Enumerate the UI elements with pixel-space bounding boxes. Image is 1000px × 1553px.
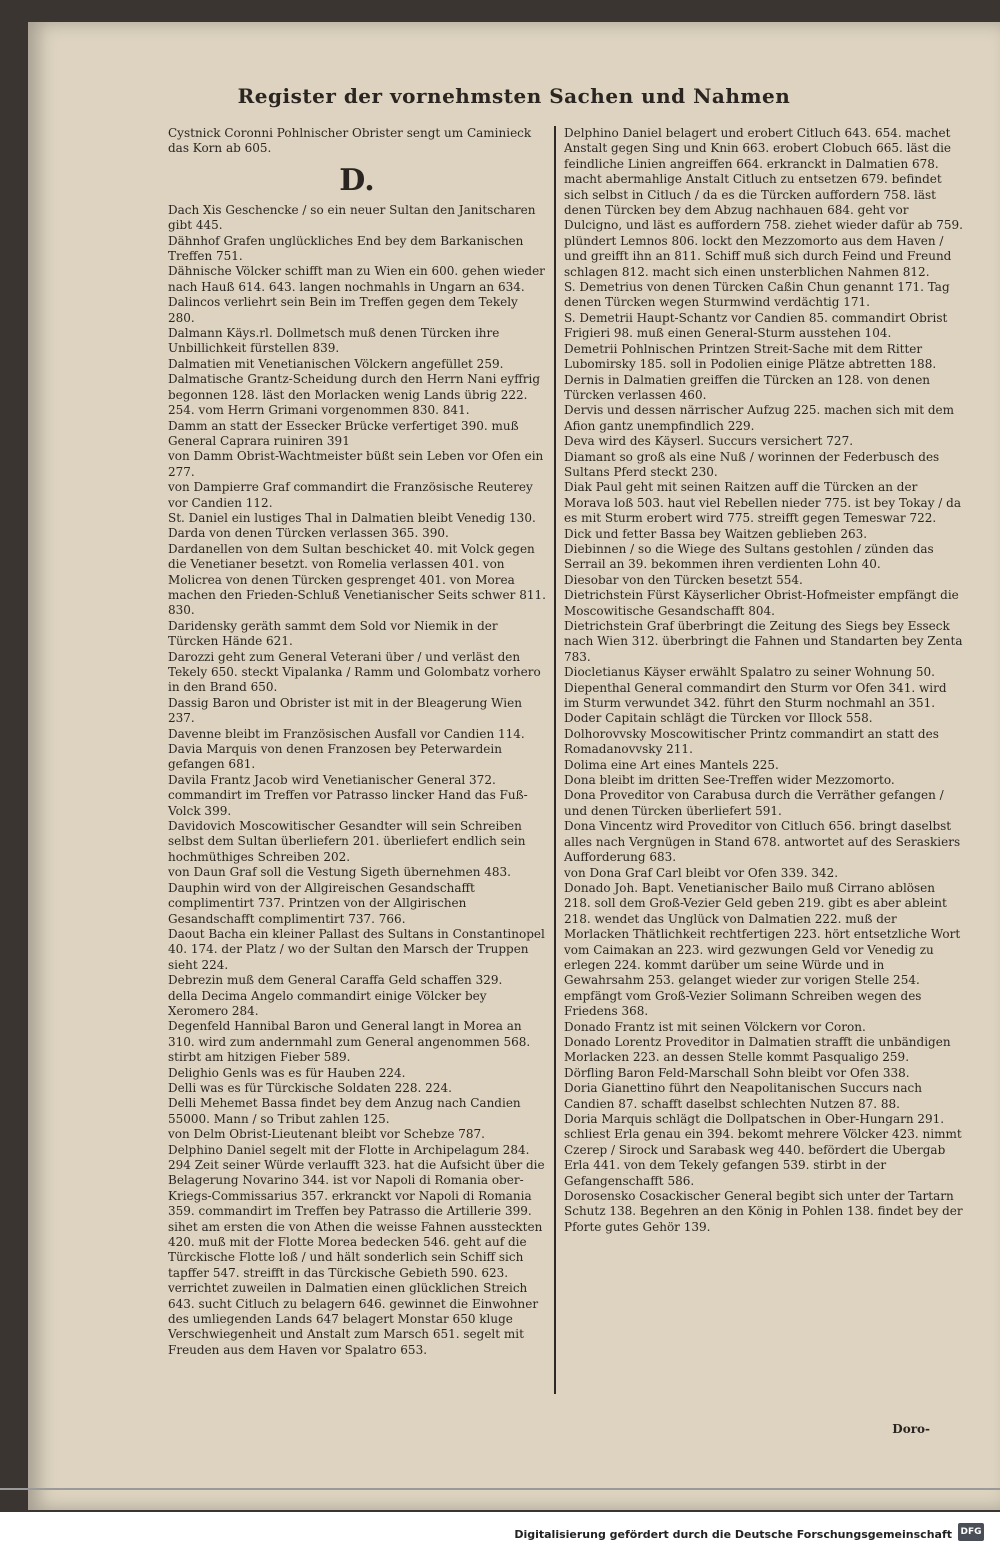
register-entry: Dauphin wird von der Allgireischen Gesandschafft complimentirt 737. Printzen von der Allgirischen Gesandschafft complimentirt 737. 766.: [168, 880, 475, 926]
register-entry: von Dampierre Graf commandirt die Französische Reuterey vor Candien 112.: [168, 480, 533, 510]
register-entry: della Decima Angelo commandirt einige Völcker bey Xeromero 284.: [168, 988, 487, 1018]
register-entry: Doder Capitain schlägt die Türcken vor Illock 558.: [564, 711, 873, 726]
register-entry: Cystnick Coronni Pohlnischer Obrister sengt um Caminieck das Korn ab 605.: [168, 126, 532, 156]
footer-divider: [0, 1488, 1000, 1490]
register-entry: Donado Frantz ist mit seinen Völckern vor Coron.: [564, 1019, 866, 1034]
register-entry: Dähnische Völcker schifft man zu Wien ein 600. gehen wieder nach Hauß 614. 643. langen nochmahls in Ungarn an 634.: [168, 264, 545, 294]
register-entry: Davila Frantz Jacob wird Venetianischer General 372. commandirt im Treffen vor Patrasso lincker Hand das Fuß-Volck 399.: [168, 772, 528, 818]
register-entry: Demetrii Pohlnischen Printzen Streit-Sache mit dem Ritter Lubomirsky 185. soll in Podolien einige Plätze abtretten 188.: [564, 341, 937, 372]
register-entry: Dassig Baron und Obrister ist mit in der Bleagerung Wien 237.: [168, 695, 522, 726]
register-entry: Davia Marquis von denen Franzosen bey Peterwardein gefangen 681.: [168, 742, 502, 772]
register-entry: Davenne bleibt im Französischen Ausfall vor Candien 114.: [168, 726, 525, 741]
register-entry: Delphino Daniel belagert und erobert Citluch 643. 654. machet Anstalt gegen Sing und Knin 663. erobert Clobuch 665. läst die feindliche Linien angreiffen 664. erkranckt in Dalmatien 678. macht abermahlige Anstalt Citluch zu entsetzen 679. befindet sich selbst in Citluch / da es die Türcken auffordern 758. läst denen Türcken bey dem Abzug nachhauen 684. geht vor Dulcigno, und läst es auffordern 758. ziehet wieder dafür ab 759. plündert Lemnos 806. lockt den Mezzomorto aus dem Haven / und greifft ihn an 811. Schiff muß sich durch Feind und Freund schlagen 812. macht sich einen unsterblichen Nahmen 812.: [564, 126, 963, 279]
register-entry: Diepenthal General commandirt den Sturm vor Ofen 341. wird im Sturm verwundet 342. führt den Sturm nochmahl an 351.: [564, 680, 947, 711]
register-entry: Diesobar von den Türcken besetzt 554.: [564, 572, 803, 587]
register-entry: Diamant so groß als eine Nuß / worinnen der Federbusch des Sultans Pferd steckt 230.: [564, 449, 940, 479]
register-entry: Davidovich Moscowitischer Gesandter will sein Schreiben selbst dem Sultan überliefern 201. überliefert endlich sein hochmüthiges Schreiben 202.: [168, 819, 526, 864]
register-entry: Darda von denen Türcken verlassen 365. 390.: [168, 526, 449, 541]
book-page: [28, 22, 1000, 1510]
dfg-logo: DFG: [958, 1523, 984, 1541]
register-entry: Dietrichstein Graf überbringt die Zeitung des Siegs bey Esseck nach Wien 312. überbringt die Fahnen und Standarten bey Zenta 783.: [564, 619, 963, 664]
register-entry: Dona Vincentz wird Proveditor von Citluch 656. bringt daselbst alles nach Vergnügen in Stand 678. antwortet auf des Seraskiers Aufforderung 683.: [564, 819, 961, 865]
register-entry: Dick und fetter Bassa bey Waitzen geblieben 263.: [564, 526, 868, 541]
register-entry: S. Demetrius von denen Türcken Caßin Chun genannt 171. Tag denen Türcken wegen Sturmwind verdächtig 171.: [564, 280, 950, 310]
register-entry: Diebinnen / so die Wiege des Sultans gestohlen / zünden das Serrail an 39. bekommen ihren verdienten Lohn 40.: [564, 541, 934, 572]
register-entry: Damm an statt der Essecker Brücke verfertiget 390. muß General Caprara ruiniren 391: [168, 418, 519, 448]
register-entry: Dach Xis Geschencke / so ein neuer Sultan den Janitscharen gibt 445.: [168, 202, 536, 233]
register-entry: Dietrichstein Fürst Käyserlicher Obrist-Hofmeister empfängt die Moscowitische Gesandschafft 804.: [564, 588, 959, 618]
register-entry: Doria Gianettino führt den Neapolitanischen Succurs nach Candien 87. schafft daselbst schlechten Nutzen 87. 88.: [564, 1081, 922, 1111]
register-entry: Dolhorovvsky Moscowitischer Printz commandirt an statt des Romadanovvsky 211.: [564, 726, 939, 757]
register-entry: Diocletianus Käyser erwählt Spalatro zu seiner Wohnung 50.: [564, 665, 935, 680]
register-entry: Deva wird des Käyserl. Succurs versichert 727.: [564, 434, 854, 449]
register-entry: Delphino Daniel segelt mit der Flotte in Archipelagum 284. 294 Zeit seiner Würde verlaufft 323. hat die Aufsicht über die Belagerung Novarino 344. ist vor Napoli di Romania ober-Kriegs-Commissarius 357. erkranckt vor Napoli di Romania 359. commandirt im Treffen bey Patrasso die Artillerie 399. sihet am ersten die von Athen die weisse Fahnen aussteckten 420. muß mit der Flotte Morea bedecken 546. geht auf die Türckische Flotte loß / und hält sonderlich sein Schiff sich tapffer 547. streifft in das Türckische Gebieth 590. 623. verrichtet zuweilen in Dalmatien einen glücklichen Streich 643. sucht Citluch zu belagern 646. gewinnet die Einwohner des umliegenden Lands 647 belagert Monstar 650 kluge Verschwiegenheit und Anstalt zum Marsch 651. segelt mit Freuden aus dem Haven vor Spalatro 653.: [168, 1142, 545, 1357]
section-letter: D.: [339, 162, 375, 198]
register-entry: Donado Joh. Bapt. Venetianischer Bailo muß Cirrano ablösen 218. soll dem Groß-Vezier Geld geben 219. gibt es aber ableint 218. wendet das Unglück von Dalmatien 222. muß der Morlacken Thätlichkeit rechtfertigen 223. hört entsetzliche Wort vom Caimakan an 223. wird gezwungen Geld vor Venedig zu erlegen 224. kommt darüber um seine Würde und in Gewahrsahm 253. gelanget wieder zur vorigen Stelle 254. empfängt vom Groß-Vezier Solimann Schreiben wegen des Friedens 368.: [564, 880, 961, 1019]
register-entry: Dalincos verliehrt sein Bein im Treffen gegen dem Tekely 280.: [168, 295, 518, 325]
register-entry: Dähnhof Grafen unglückliches End bey dem Barkanischen Treffen 751.: [168, 233, 524, 264]
register-entry: Degenfeld Hannibal Baron und General langt in Morea an 310. wird zum andernmahl zum General angenommen 568. stirbt am hitzigen Fieber 589.: [168, 1019, 531, 1065]
register-entry: Dalmann Käys.rl. Dollmetsch muß denen Türcken ihre Unbillichkeit fürstellen 839.: [168, 326, 500, 356]
catchword: Doro-: [892, 1422, 930, 1436]
register-entry: Dernis in Dalmatien greiffen die Türcken an 128. von denen Türcken verlassen 460.: [564, 372, 931, 402]
register-entry: Delli was es für Türckische Soldaten 228. 224.: [168, 1080, 452, 1095]
register-entry: Dona bleibt im dritten See-Treffen wider Mezzomorto.: [564, 773, 895, 788]
register-entry: Dervis und dessen närrischer Aufzug 225. machen sich mit dem Afion gantz unempfindlich 229.: [564, 403, 955, 433]
register-entry: von Dona Graf Carl bleibt vor Ofen 339. 342.: [564, 865, 839, 880]
register-entry: Dolima eine Art eines Mantels 225.: [564, 757, 779, 772]
register-entry: Dörfling Baron Feld-Marschall Sohn bleibt vor Ofen 338.: [564, 1065, 910, 1080]
register-entry: Daout Bacha ein kleiner Pallast des Sultans in Constantinopel 40. 174. der Platz / wo der Sultan den Marsch der Truppen sieht 224.: [168, 926, 545, 972]
column-divider: [554, 126, 556, 1394]
register-entry: Dardanellen von dem Sultan beschicket 40. mit Volck gegen die Venetianer besetzt. von Romelia verlassen 401. von Molicrea von denen Türcken gesprenget 401. von Morea machen den Frieden-Schluß Venetianischer Seits schwer 811. 830.: [168, 541, 546, 618]
funding-credit: Digitalisierung gefördert durch die Deutsche Forschungsgemeinschaft: [514, 1528, 952, 1541]
register-entry: Delli Mehemet Bassa findet bey dem Anzug nach Candien 55000. Mann / so Tribut zahlen 125.: [168, 1096, 521, 1126]
register-entry: von Delm Obrist-Lieutenant bleibt vor Schebze 787.: [168, 1127, 485, 1142]
page-title: Register der vornehmsten Sachen und Nahmen: [237, 84, 791, 108]
register-entry: S. Demetrii Haupt-Schantz vor Candien 85. commandirt Obrist Frigieri 98. muß einen General-Sturm ausstehen 104.: [564, 310, 948, 341]
left-column: [168, 126, 546, 1358]
register-entry: Debrezin muß dem General Caraffa Geld schaffen 329.: [168, 973, 503, 988]
right-column: [564, 126, 964, 1235]
register-entry: von Daun Graf soll die Vestung Sigeth übernehmen 483.: [168, 865, 511, 880]
register-entry: Donado Lorentz Proveditor in Dalmatien strafft die unbändigen Morlacken 223. an dessen Stelle kommt Pasqualigo 259.: [564, 1034, 951, 1065]
register-entry: St. Daniel ein lustiges Thal in Dalmatien bleibt Venedig 130.: [168, 510, 536, 525]
register-entry: Dalmatische Grantz-Scheidung durch den Herrn Nani eyffrig begonnen 128. läst den Morlacken wenig Lands übrig 222. 254. vom Herrn Grimani vorgenommen 830. 841.: [168, 372, 540, 418]
register-entry: Dorosensko Cosackischer General begibt sich unter der Tartarn Schutz 138. Begehren an den König in Pohlen 138. findet bey der Pforte gutes Gehör 139.: [564, 1189, 963, 1234]
register-entry: Doria Marquis schlägt die Dollpatschen in Ober-Hungarn 291. schliest Erla genau ein 394. bekomt mehrere Völcker 423. nimmt Czerep / Sirock und Sarabask weg 440. befördert die Ubergab Erla 441. von dem Tekely gefangen 539. stirbt in der Gefangenschafft 586.: [564, 1112, 962, 1188]
register-entry: Darozzi geht zum General Veterani über / und verläst den Tekely 650. steckt Vipalanka / Ramm und Golombatz vorhero in den Brand 650.: [168, 649, 541, 695]
register-entry: Daridensky geräth sammt dem Sold vor Niemik in der Türcken Hände 621.: [168, 618, 498, 649]
register-entry: Dalmatien mit Venetianischen Völckern angefüllet 259.: [168, 356, 504, 371]
register-entry: Diak Paul geht mit seinen Raitzen auff die Türcken an der Morava loß 503. haut viel Rebellen nieder 775. ist bey Tokay / da es mit Sturm erobert wird 775. streifft gegen Temeswar 722.: [564, 480, 961, 526]
register-entry: von Damm Obrist-Wachtmeister büßt sein Leben vor Ofen ein 277.: [168, 449, 544, 479]
register-entry: Dona Proveditor von Carabusa durch die Verräther gefangen / und denen Türcken überliefert 591.: [564, 788, 944, 818]
register-entry: Delighio Genls was es für Hauben 224.: [168, 1065, 406, 1080]
